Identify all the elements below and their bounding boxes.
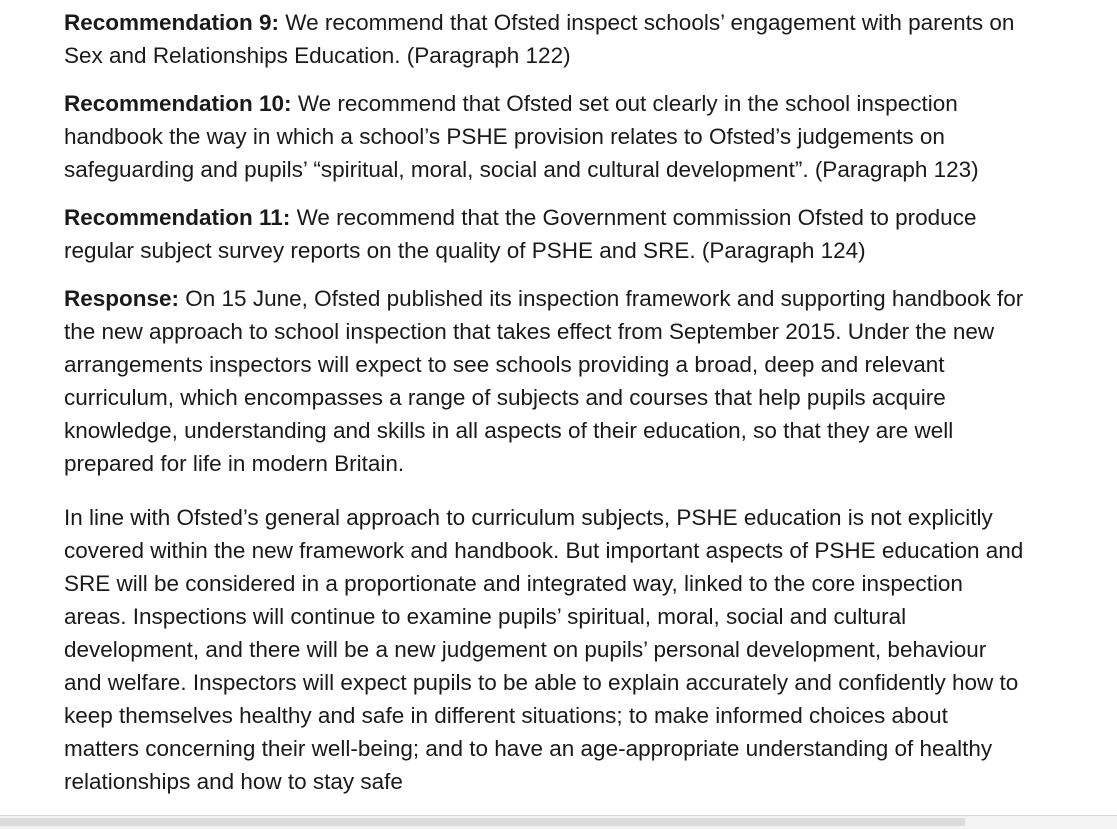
recommendation-9-label: Recommendation 9: <box>64 10 280 35</box>
response-label: Response: <box>64 286 180 311</box>
recommendation-9-text: We recommend that Ofsted inspect schools’ engagement with parents on Sex and Relationships Education. (Paragraph 122) <box>64 10 1015 68</box>
recommendation-11-label: Recommendation 11: <box>64 205 291 230</box>
recommendation-10-paragraph <box>64 87 1024 186</box>
recommendation-9-paragraph <box>64 6 1024 72</box>
response-paragraph <box>64 282 1024 480</box>
recommendation-10-text: We recommend that Ofsted set out clearly in the school inspection handbook the way in which a school’s PSHE provision relates to Ofsted’s judgements on safeguarding and pupils’ “spiritual, moral, social and cultural development”. (Paragraph 123) <box>64 91 979 182</box>
recommendation-11-text: We recommend that the Government commission Ofsted to produce regular subject survey reports on the quality of PSHE and SRE. (Paragraph 124) <box>64 205 977 263</box>
scrollbar-thumb[interactable] <box>0 818 965 826</box>
continuation-paragraph: In line with Ofsted’s general approach to curriculum subjects, PSHE education is not explicitly covered within the new framework and handbook. But important aspects of PSHE education and SRE will be considered in a proportionate and integrated way, linked to the core inspection areas. Inspections will continue to examine pupils’ spiritual, moral, social and cultural development, and there will be a new judgement on pupils’ personal development, behaviour and welfare. Inspectors will expect pupils to be able to explain accurately and confidently how to keep themselves healthy and safe in different situations; to make informed choices about matters concerning their well-being; and to have an age-appropriate understanding of healthy relationships and how to stay safe <box>64 505 1024 794</box>
response-text: On 15 June, Ofsted published its inspection framework and supporting handbook for the new approach to school inspection that takes effect from September 2015. Under the new arrangements inspectors will expect to see schools providing a broad, deep and relevant curriculum, which encompasses a range of subjects and courses that help pupils acquire knowledge, understanding and skills in all aspects of their education, so that they are well prepared for life in modern Britain. <box>64 286 1024 476</box>
recommendation-11-paragraph <box>64 201 1024 267</box>
recommendation-10-label: Recommendation 10: <box>64 91 292 116</box>
document-body <box>64 6 1024 813</box>
horizontal-scrollbar[interactable] <box>0 815 1117 829</box>
